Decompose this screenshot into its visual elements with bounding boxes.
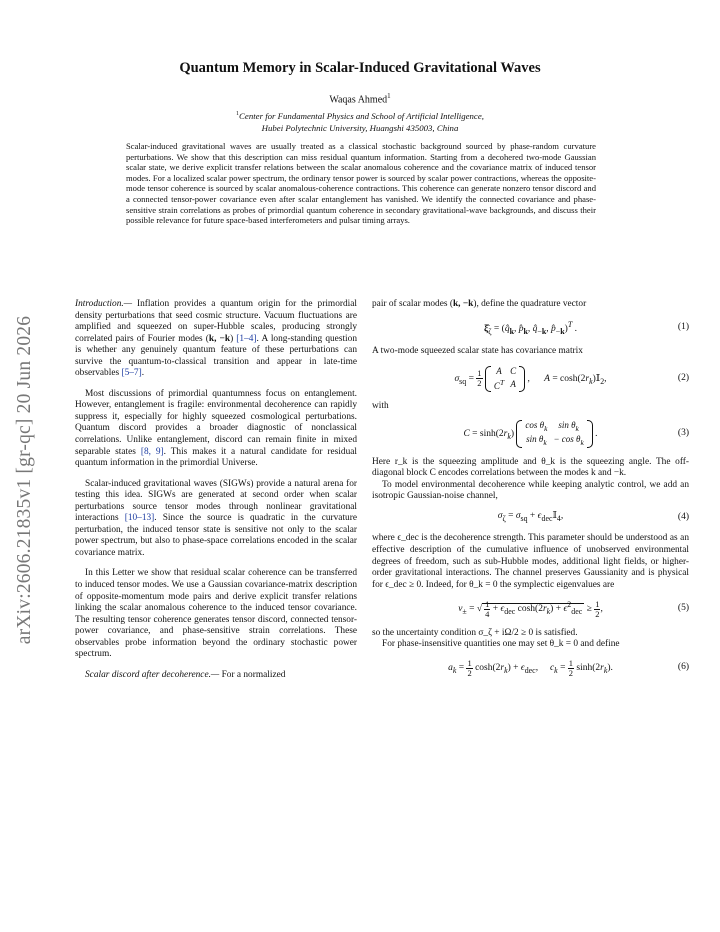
equation-number: (6) bbox=[677, 662, 689, 673]
citation-link[interactable]: [10–13] bbox=[124, 513, 155, 524]
equation-3: $C = \sinh(2r_k)$ $\cos \theta_k$ $\sin \theta_k$ $\sin \theta_k$ − $\cos \theta_k$ . (3) bbox=[463, 420, 689, 447]
paragraph-squeezing: Here r_k is the squeezing amplitude and θ_k is the squeezing angle. The off-diagonal block C encodes correlations between the modes k and −k. bbox=[372, 456, 689, 479]
equation-4: $\sigma_\zeta = \sigma_{sq}$ + $\epsilon_{dec}𝕀_4$, (4) bbox=[497, 511, 689, 523]
abstract: Scalar-induced gravitational waves are usually treated as a classical stochastic background sourced by phase-random curvature perturbations. We show that this description can miss residual quantum information. Starting from a decohered two-mode Gaussian scalar state, we derive explicit transfer relations between the scalar anomalous coherence and the covariance matrix of induced tensor modes. For a localized scalar power spectrum, the ordinary tensor power is sourced by scalar power contractions, whereas the opposite-mode tensor coherence is sourced by scalar anomalous-coherence contractions. This coherence can generate nonzero tensor discord and a connected tensor-power covariance even after scalar entanglement has vanished. We identify the connected covariance and phase-sensitive strain correlations as probes of primordial quantum coherence in secondary gravitational-wave backgrounds, and discuss their possible relevance for future space-based interferometers and pulsar timing arrays. bbox=[126, 141, 596, 226]
equation-number: (5) bbox=[677, 603, 689, 614]
equation-number: (3) bbox=[677, 428, 689, 439]
equation-number: (2) bbox=[677, 372, 689, 383]
paragraph-sigw: Scalar-induced gravitational waves (SIGWs) provide a natural arena for testing this idea. SIGWs are generated at second order when scalar perturbations source tensor modes through nonlinear gravitational interactions [10–13]. Since the source is quadratic in the curvature perturbation, the induced tensor state is sensitive not only to the scalar power spectrum, but also to phase-space correlations encoded in the scalar covariance matrix. bbox=[75, 478, 357, 558]
paragraph-quadrature: pair of scalar modes (k, −k), define the quadrature vector bbox=[372, 299, 587, 309]
paragraph-this-letter: In this Letter we show that residual scalar coherence can be transferred to induced tensor modes. We use a Gaussian covariance-matrix description of opposite-momentum mode pairs and derive explicit transfer relations linking the scalar anomalous coherence to the induced tensor covariance. The resulting tensor coherence generates tensor discord, connected tensor-power covariance, and phase-sensitive strain correlations. These observables probe information beyond the ordinary stochastic power spectrum. bbox=[75, 568, 357, 660]
equation-number: (1) bbox=[677, 322, 689, 333]
affiliation-line-2: Hubei Polytechnic University, Huangshi 435003, China bbox=[261, 122, 459, 133]
arxiv-stamp: arXiv:2606.21835v1 [gr-qc] 20 Jun 2026 bbox=[14, 315, 35, 645]
equation-1: $\xî_\zeta$ = ($q̂_k$, $p̂_k$, $q̂_{-k}$, $p̂_{-k})^T$ . (1) bbox=[484, 319, 689, 336]
equation-6: $a_k$ = $\frac{1}{2}$ $\cosh(2r_k) + \epsilon_{dec}$, $c_k$ = $\frac{1}{2}$ $\sinh(2r_k)$. (6) bbox=[448, 657, 689, 678]
affiliation-line-1: Center for Fundamental Physics and School of Artificial Intelligence, bbox=[239, 110, 484, 121]
right-column bbox=[372, 299, 689, 687]
citation-link[interactable]: [5–7] bbox=[121, 368, 142, 379]
left-column bbox=[75, 299, 357, 681]
affiliation: $^1$Center for Fundamental Physics and School of Artificial Intelligence, Hubei Polytechnic University, Huangshi 435003, China bbox=[0, 108, 720, 134]
paragraph-entanglement: Most discussions of primordial quantumness focus on entanglement. However, entanglement is fragile: environmental decoherence can rapidly suppress it, especially for highly squeezed cosmological perturbations. Quantum discord provides a broader diagnostic of nonclassical correlations. Unlike entanglement, discord can remain finite in mixed separable states [8, 9]. This makes it a natural candidate for residual quantum information in the primordial Universe. bbox=[75, 388, 357, 469]
equation-number: (4) bbox=[677, 511, 689, 522]
equation-5: $\nu_\pm$ = √ $\frac{1}{4}$ + $\epsilon_{dec}$ $\cosh(2r_k) + \epsilon^2_{dec}$ ≥ $\frac{1}{2}$ , (5) bbox=[458, 598, 689, 619]
paragraph-covariance: A two-mode squeezed scalar state has covariance matrix bbox=[372, 346, 583, 357]
paper-title: Quantum Memory in Scalar-Induced Gravitational Waves bbox=[179, 60, 541, 76]
paragraph-uncertainty: so the uncertainty condition σ_ζ + iΩ/2 ≥ 0 is satisfied. bbox=[372, 627, 578, 638]
paragraph-decoherence-model: To model environmental decoherence while keeping analytic control, we add an isotropic Gaussian-noise channel, bbox=[372, 479, 689, 502]
paragraph-introduction: Introduction.— Inflation provides a quantum origin for the primordial density perturbations that seed cosmic structure. Vacuum fluctuations are amplified and squeezed on super-Hubble scales, producing strongly correlated pairs of Fourier modes (k, −k) [1–4]. A long-standing question is whether any genuinely quantum feature of these perturbations can survive the quantum-to-classical transition and appear in late-time observables [5–7]. bbox=[75, 299, 357, 379]
author-name: Waqas Ahmed bbox=[329, 94, 388, 106]
author-line: Waqas Ahmed$^1$ bbox=[329, 92, 391, 106]
paragraph-phase-insensitive: For phase-insensitive quantities one may set θ_k = 0 and define bbox=[382, 639, 620, 650]
citation-link[interactable]: [1–4] bbox=[236, 333, 257, 344]
paragraph-scalar-discord: Scalar discord after decoherence.— For a normalized bbox=[85, 669, 286, 680]
citation-link[interactable]: [8, 9] bbox=[140, 446, 164, 457]
paragraph-decoherence-strength: where ϵ_dec is the decoherence strength. This parameter should be understood as an effective description of the cumulative influence of unobserved environmental degrees of freedom, such as sub-Hubble modes, additional light fields, or higher-order gravitational interactions. The channel preserves Gaussianity and is physical for ϵ_dec ≥ 0. Indeed, for θ_k = 0 the symplectic eigenvalues are bbox=[372, 533, 689, 590]
equation-2: $\sigma_{sq}$ = $\frac{1}{2}$ A C $C^T$ A , $A = \cosh(2r_k)𝕀_2$, (2) bbox=[454, 365, 689, 391]
paragraph-with: with bbox=[372, 400, 389, 411]
